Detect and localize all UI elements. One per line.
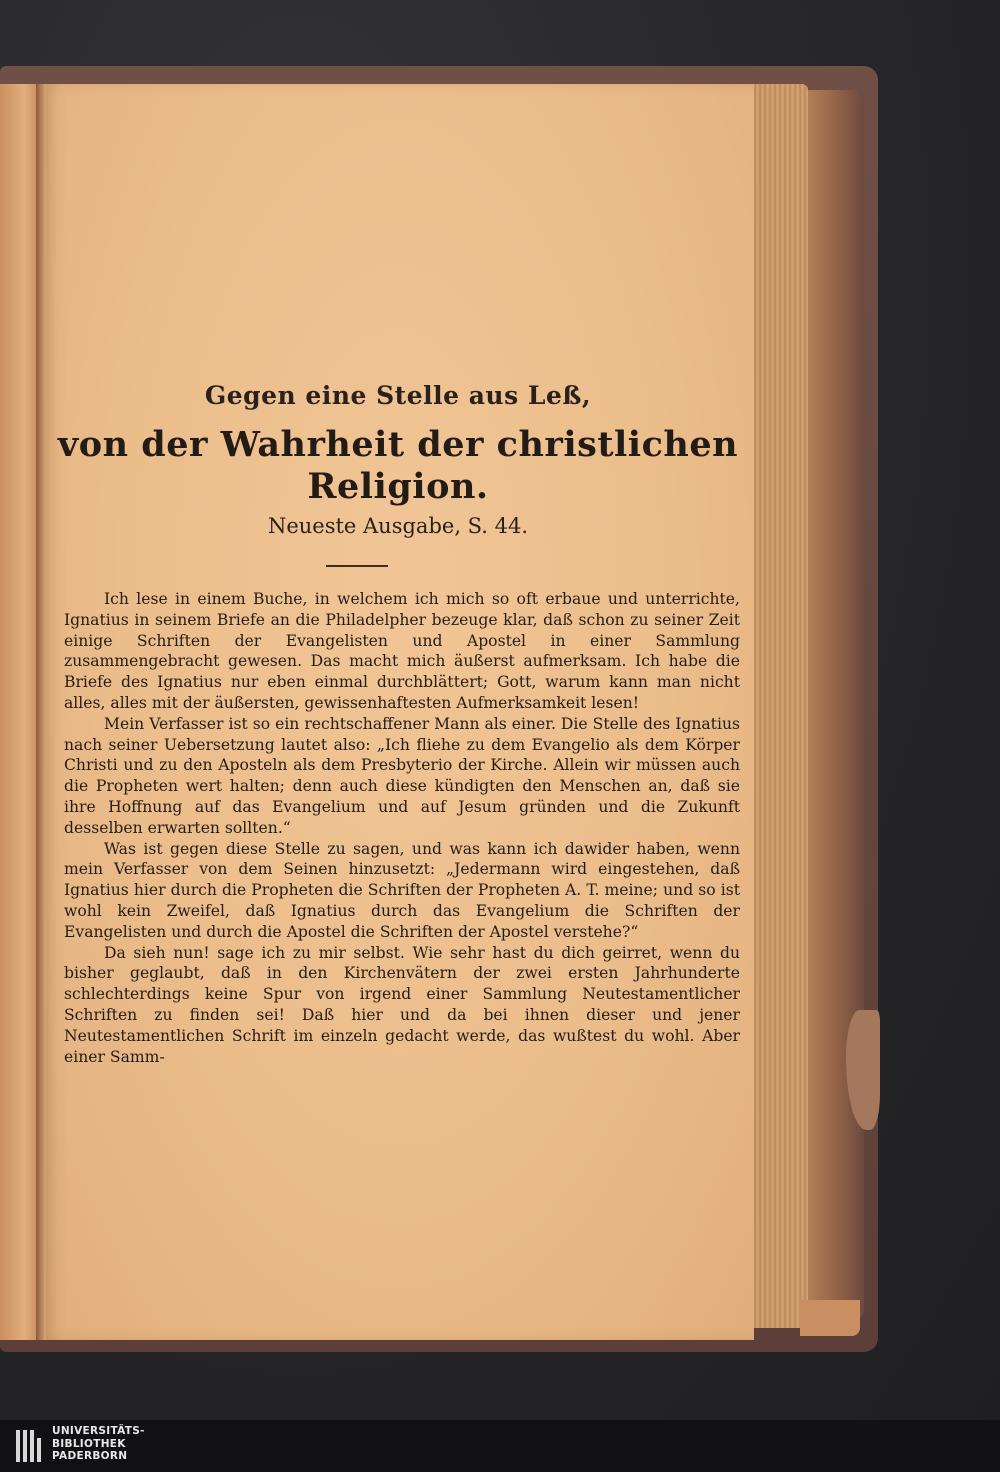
page-title-line2: Religion. xyxy=(307,466,489,507)
logo-line3: PADERBORN xyxy=(52,1450,128,1462)
page-title-line1: von der Wahrheit der christlichen xyxy=(57,424,739,465)
divider xyxy=(326,565,388,567)
subtitle: Neueste Ausgabe, S. 44. xyxy=(267,514,529,538)
page-stack-bottom xyxy=(800,1300,860,1336)
paragraph: Ich lese in einem Buche, in welchem ich mich so oft erbaue und unterrichte, Ignatius in seinem Briefe an die Philadelpher bezeuge klar, daß schon zu seiner Zeit einige Schriften der Evangelisten und Apostel in einer Sammlung zusammengebracht gewesen. Das macht mich äußerst aufmerksam. Ich habe die Briefe des Ignatius nur eben einmal durchblättert; Gott, warum kann man nicht alles, alles mit der äußersten, gewissenhaftesten Aufmerksamkeit lesen! xyxy=(64,590,740,712)
left-page-edge xyxy=(0,84,40,1340)
heading-small: Gegen eine Stelle aus Leß, xyxy=(204,381,592,410)
logo-line1: UNIVERSITÄTS- xyxy=(52,1425,145,1437)
footer-bar xyxy=(0,1420,1000,1472)
paragraph: Mein Verfasser ist so ein rechtschaffener Mann als einer. Die Stelle des Ignatius nach seiner Uebersetzung lautet also: „Ich fliehe zu dem Evangelio als dem Körper Christi und zu den Aposteln als dem Presbyterio der Kirche. Allein wir müssen auch die Propheten wert halten; denn auch diese kündigten den Menschen an, daß sie ihre Hoffnung auf das Evangelium und auf Jesum gründen und die Zukunft desselben erwarten sollten.“ xyxy=(64,714,740,837)
paragraph: Was ist gegen diese Stelle zu sagen, und was kann ich dawider haben, wenn mein Verfasser von dem Seinen hinzusetzt: „Jedermann wird eingestehen, daß Ignatius hier durch die Propheten die Schriften der Propheten A. T. meine; und so ist wohl kein Zweifel, daß Ignatius durch das Evangelium die Schriften der Evangelisten und durch die Apostel die Schriften der Apostel verstehe?“ xyxy=(64,839,740,941)
paragraph: Da sieh nun! sage ich zu mir selbst. Wie sehr hast du dich geirret, wenn du bisher geglaubt, daß in den Kirchenvätern der zwei ersten Jahrhunderte schlechterdings keine Spur von irgend einer Sammlung Neutestamentlicher Schriften zu finden sei! Daß hier und da bei ihnen dieser und jener Neutestamentlichen Schrift im einzeln gedacht werde, das wußtest du wohl. Aber einer Samm- xyxy=(64,943,740,1066)
body-text xyxy=(64,589,740,1067)
library-logo-icon xyxy=(14,1426,44,1466)
library-logo-text xyxy=(52,1425,145,1463)
page-gutter xyxy=(36,84,46,1340)
page-stack-edge xyxy=(752,84,808,1328)
logo-line2: BIBLIOTHEK xyxy=(52,1437,126,1450)
page-title xyxy=(42,424,754,508)
cover-edge xyxy=(806,90,864,1320)
